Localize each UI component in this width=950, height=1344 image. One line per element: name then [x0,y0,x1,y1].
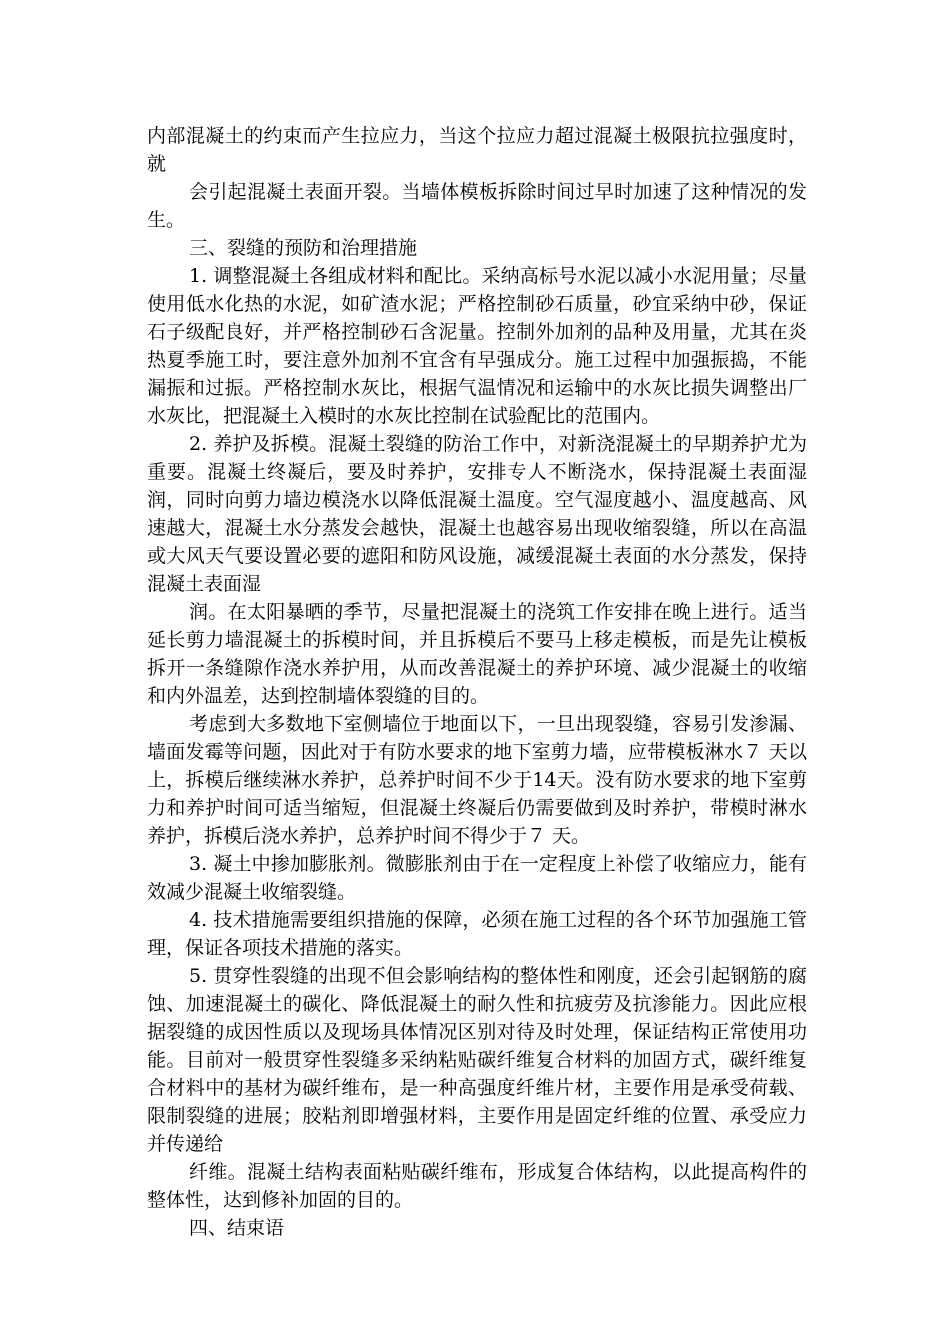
paragraph-item-5-continued: 纤维。混凝土结构表面粘贴碳纤维布，形成复合体结构，以此提高构件的整体性，达到修补加固的目的。 [147,1161,807,1211]
paragraph-item-5: 5. 贯穿性裂缝的出现不但会影响结构的整体性和刚度，还会引起钢筋的腐蚀、加速混凝土的碳化、降低混凝土的耐久性和抗疲劳及抗渗能力。因此应根据裂缝的成因性质以及现场具体情况区别对待及时处理，保证结构正常使用功能。目前对一般贯穿性裂缝多采纳粘贴碳纤维复合材料的加固方式，碳纤维复合材料中的基材为碳纤维布，是一种高强度纤维片材，主要作用是承受荷载、限制裂缝的进展；胶粘剂即增强材料，主要作用是固定纤维的位置、承受应力并传递给 [147,965,807,1155]
paragraph-crack-cause: 会引起混凝土表面开裂。当墙体模板拆除时间过早时加速了这种情况的发生。 [147,181,807,231]
paragraph-item-3: 3. 凝土中掺加膨胀剂。微膨胀剂由于在一定程度上补偿了收缩应力，能有效减少混凝土收缩裂缝。 [147,853,807,903]
document-body [147,122,807,1242]
paragraph-item-2: 2. 养护及拆模。混凝土裂缝的防治工作中，对新浇混凝土的早期养护尤为重要。混凝土终凝后，要及时养护，安排专人不断浇水，保持混凝土表面湿润，同时向剪力墙边模浇水以降低混凝土温度。空气湿度越小、温度越高、风速越大，混凝土水分蒸发会越快，混凝土也越容易出现收缩裂缝，所以在高温或大风天气要设置必要的遮阳和防风设施，减缓混凝土表面的水分蒸发，保持混凝土表面湿 [147,433,807,595]
section-heading-conclusion: 四、结束语 [189,1217,285,1239]
paragraph-item-2-continued: 润。在太阳暴晒的季节，尽量把混凝土的浇筑工作安排在晚上进行。适当延长剪力墙混凝土的拆模时间，并且拆模后不要马上移走模板，而是先让模板拆开一条缝隙作浇水养护用，从而改善混凝土的养护环境、减少混凝土的收缩和内外温差，达到控制墙体裂缝的目的。 [147,601,807,707]
paragraph-basement-walls: 考虑到大多数地下室侧墙位于地面以下，一旦出现裂缝，容易引发渗漏、墙面发霉等问题，因此对于有防水要求的地下室剪力墙，应带模板淋水７ 天以上，拆模后继续淋水养护，总养护时间不少于14天。没有防水要求的地下室剪力和养护时间可适当缩短，但混凝土终凝后仍需要做到及时养护，带模时淋水养护，拆模后浇水养护，总养护时间不得少于７ 天。 [147,713,807,847]
paragraph-continuation: 内部混凝土的约束而产生拉应力，当这个拉应力超过混凝土极限抗拉强度时，就 [147,125,807,175]
paragraph-item-4: 4. 技术措施需要组织措施的保障，必须在施工过程的各个环节加强施工管理，保证各项技术措施的落实。 [147,909,807,959]
section-heading-prevention: 三、裂缝的预防和治理措施 [189,237,418,259]
paragraph-item-1: 1. 调整混凝土各组成材料和配比。采纳高标号水泥以减小水泥用量；尽量使用低水化热的水泥，如矿渣水泥；严格控制砂石质量，砂宜采纳中砂，保证石子级配良好，并严格控制砂石含泥量。控制外加剂的品种及用量，尤其在炎热夏季施工时，要注意外加剂不宜含有早强成分。施工过程中加强振捣，不能漏振和过振。严格控制水灰比，根据气温情况和运输中的水灰比损失调整出厂水灰比，把混凝土入模时的水灰比控制在试验配比的范围内。 [147,265,807,427]
